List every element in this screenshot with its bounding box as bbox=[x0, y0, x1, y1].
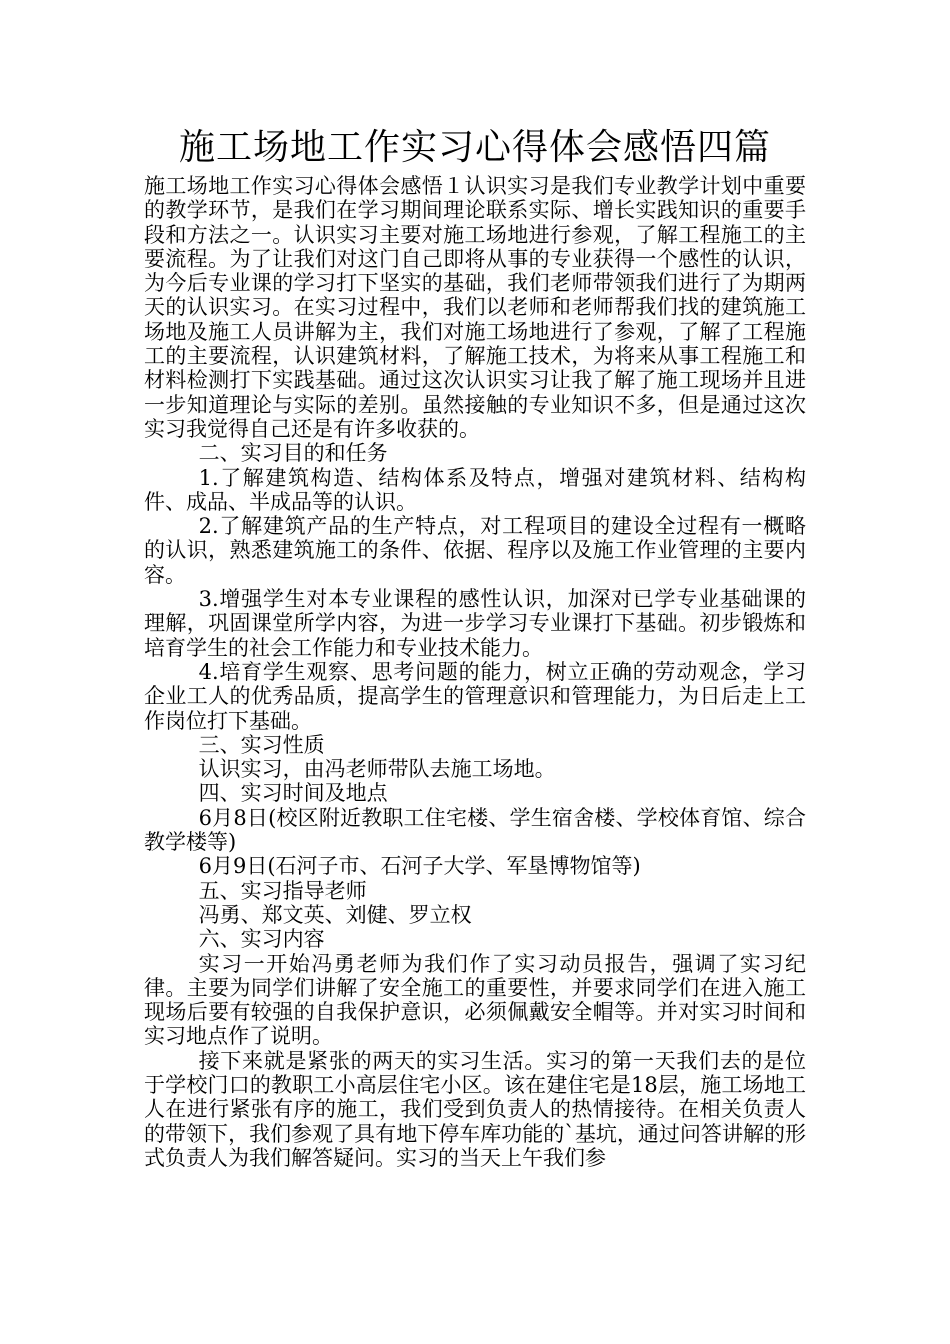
section-heading: 三、实习性质 bbox=[198, 732, 325, 757]
document-body bbox=[144, 174, 806, 1170]
section-heading: 二、实习目的和任务 bbox=[198, 441, 388, 466]
list-item: 3.增强学生对本专业课程的感性认识，加深对已学专业基础课的理解，巩固课堂所学内容，为进一步学习专业课打下基础。初步锻炼和培育学生的社会工作能力和专业技术能力。 bbox=[144, 587, 806, 660]
paragraph: 认识实习，由冯老师带队去施工场地。 bbox=[198, 757, 556, 782]
section-heading: 六、实习内容 bbox=[198, 927, 325, 952]
list-item: 1.了解建筑构造、结构体系及特点，增强对建筑材料、结构构件、成品、半成品等的认识。 bbox=[144, 465, 806, 514]
list-item: 4.培育学生观察、思考问题的能力，树立正确的劳动观念，学习企业工人的优秀品质，提高学生的管理意识和管理能力，为日后走上工作岗位打下基础。 bbox=[144, 659, 806, 733]
paragraph: 6月8日(校区附近教职工住宅楼、学生宿舍楼、学校体育馆、综合教学楼等) bbox=[144, 805, 806, 855]
document-title: 施工场地工作实习心得体会感悟四篇 bbox=[178, 127, 771, 168]
paragraph: 接下来就是紧张的两天的实习生活。实习的第一天我们去的是位于学校门口的教职工小高层住宅小区。该在建住宅是18层，施工场地工人在进行紧张有序的施工，我们受到负责人的热情接待。在相关负责人的带领下，我们参观了具有地下停车库功能的`基坑，通过问答讲解的形式负责人为我们解答疑问。实习的当天上午我们参 bbox=[144, 1048, 806, 1170]
section-heading: 五、实习指导老师 bbox=[198, 878, 367, 903]
list-item: 2.了解建筑产品的生产特点，对工程项目的建设全过程有一概略的认识，熟悉建筑施工的条件、依据、程序以及施工作业管理的主要内容。 bbox=[144, 514, 806, 587]
section-heading: 四、实习时间及地点 bbox=[198, 781, 388, 806]
paragraph: 6月9日(石河子市、石河子大学、军垦博物馆等) bbox=[198, 854, 641, 879]
paragraph: 冯勇、郑文英、刘健、罗立权 bbox=[198, 902, 472, 927]
paragraph: 实习一开始冯勇老师为我们作了实习动员报告，强调了实习纪律。主要为同学们讲解了安全施工的重要性，并要求同学们在进入施工现场后要有较强的自我保护意识，必须佩戴安全帽等。并对实习时间和实习地点作了说明。 bbox=[144, 951, 806, 1049]
paragraph-intro: 施工场地工作实习心得体会感悟１认识实习是我们专业教学计划中重要的教学环节，是我们在学习期间理论联系实际、增长实践知识的重要手段和方法之一。认识实习主要对施工场地进行参观，了解工程施工的主要流程。为了让我们对这门自己即将从事的专业获得一个感性的认识，为今后专业课的学习打下坚实的基础，我们老师带领我们进行了为期两天的认识实习。在实习过程中，我们以老师和老师帮我们找的建筑施工场地及施工人员讲解为主，我们对施工场地进行了参观，了解了工程施工的主要流程，认识建筑材料，了解施工技术，为将来从事工程施工和材料检测打下实践基础。通过这次认识实习让我了解了施工现场并且进一步知道理论与实际的差别。虽然接触的专业知识不多，但是通过这次实习我觉得自己还是有许多收获的。 bbox=[144, 174, 806, 441]
